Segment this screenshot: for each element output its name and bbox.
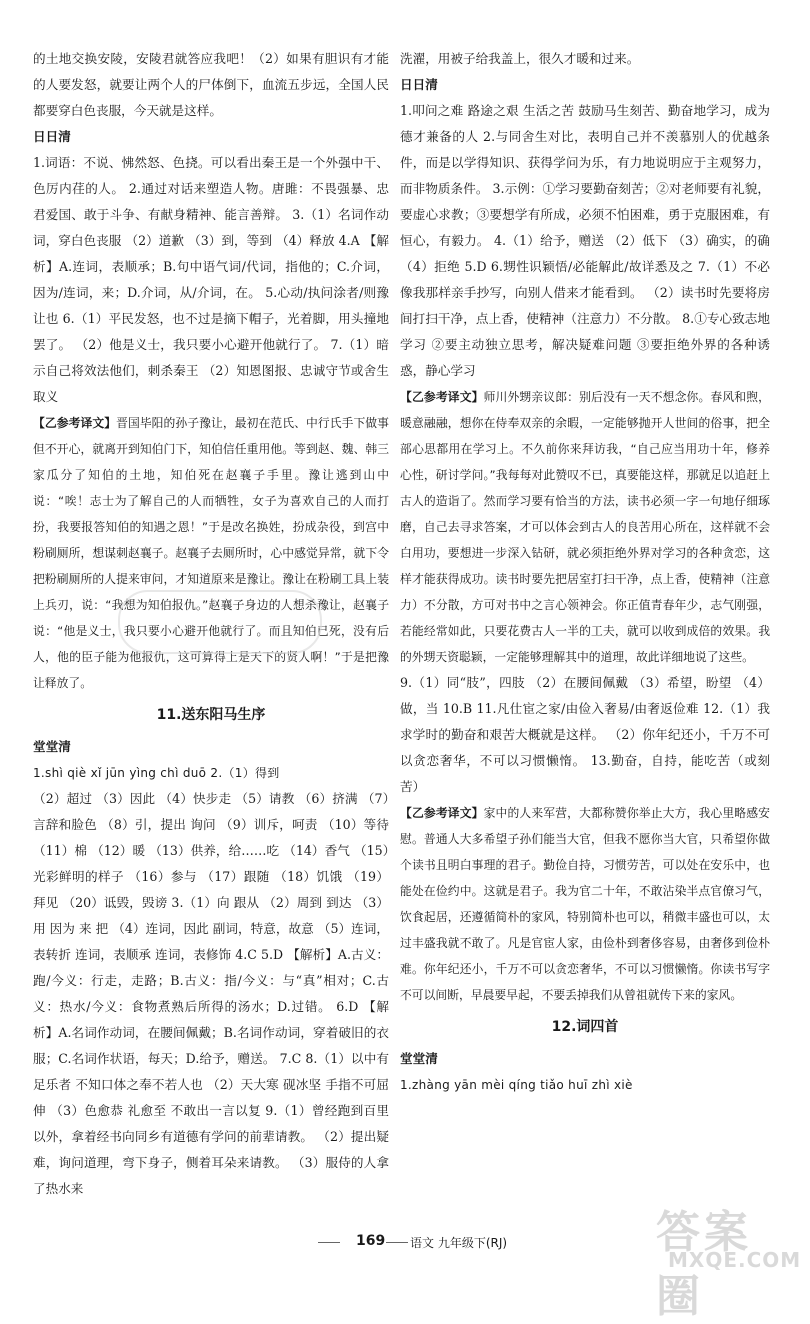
right-tang-heading: 堂堂清 [400,1051,438,1066]
footer-dash-left [318,1242,340,1243]
translation-text: 师川外甥亲议郎：别后没有一天不想念你。春风和煦，暖意融融，想你在侍奉双亲的余暇，一定能够抛开人世间的俗事，把全部心思都用在学习上。不久前你来拜访我，“自己应当用功十年，修养心性，研讨学问。”我每每对此赞叹不已，真要能这样，那就足以追赶上古人的造诣了。然而学习要有恰当的方法，读书必须一字一句地仔细琢磨，自己去寻求答案，才可以体会到古人的良苦用心所在，这样就不会白用功，要想进一步深入钻研，就必须拒绝外界对学习的各种贪恋，这样才能获得成功。读书时要先把居室打扫干净，点上香，使精神（注意力）不分散，方可对书中之言心领神会。你正值青春年少，志气刚强，若能经常如此，只要花费古人一半的工夫，就可以收到成倍的效果。我的外甥天资聪颖，一定能够理解其中的道理，故此详细地说了这些。 [400,390,770,664]
translation-text: 晋国毕阳的孙子豫让，最初在范氏、中行氏手下做事但不开心，就离开到知伯门下，知伯信任重用他。等到赵、魏、韩三家瓜分了知伯的土地，知伯死在赵襄子手里。豫让逃到山中说：“唉！志士为了解自己的人而牺牲，女子为喜欢自己的人而打扮，我要报答知伯的知遇之恩！”于是改名换姓，扮成杂役，到宫中粉刷厕所，想谋刺赵襄子。赵襄子去厕所时，心中感觉异常，就下令把粉刷厕所的人提来审问，才知道原来是豫让。豫让在粉刷工具上装上兵刃，说：“我想为知伯报仇。”赵襄子身边的人想杀豫让，赵襄子说：“他是义士，我只要小心避开他就行了。而且知伯已死，没有后人，他的臣子能为他报仇，这可算得上是天下的贤人啊！”于是把豫让释放了。 [33,416,389,690]
right-riri-answers-1: 1.叩问之难 路途之艰 生活之苦 鼓励马生刻苦、勤奋地学习，成为德才兼备的人 2.与同舍生对比，表明自己并不羡慕别人的优越条件，而是以学得知识、获得学问为乐，有力地说明应于主观努力，而非物质条件。 3.示例：①学习要勤奋刻苦；②对老师要有礼貌，要虚心求教；③要想学有所成，必须不怕困难，勇于克服困难，有恒心，有毅力。 4.（1）给予，赠送 （2）低下 （3）确实，的确 （4）拒绝 5.D 6.甥性识颖悟/必能解此/故详悉及之 7.（1）不必像我那样亲手抄写，向别人借来才能看到。 （2）读书时先要将房间打扫干净，点上香，使精神（注意力）不分散。 8.①专心致志地学习 ②要主动独立思考，解决疑难问题 ③要拒绝外界的各种诱惑，静心学习 [400,103,770,378]
right-riri-answers-2: 9.（1）同“肢”，四肢 （2）在腰间佩戴 （3）希望，盼望 （4）做，当 10.B 11.凡仕宦之家/由俭入奢易/由奢返俭难 12.（1）我求学时的勤奋和艰苦大概就是这样。 （2）你年纪还小，千万不可以贪恋奢华，不可以习惯懒惰。 13.勤奋，自持，能吃苦（或刻苦） [400,675,770,794]
center-watermark-stamp [118,590,322,654]
watermark-top: 答案圈 [656,1207,752,1322]
translation-tag: 【乙参考译文】 [33,416,117,430]
watermark-bottom: MXQE.COM [668,1248,802,1272]
left-tang-answers: （2）超过 （3）因此 （4）快步走 （5）请教 （6）挤满 （7）言辞和脸色 （8）引，提出 询问 （9）训斥，呵责 （10）等待 （11）棉 （12）暖 （13）供养，给……吃 （14）香气 （15）光彩鲜明的样子 （16）参与 （17）跟随 （18）饥饿 （19）拜见 （20）诋毁，毁谤 3.（1）向 跟从 （2）周到 到达 （3）用 因为 来 把 （4）连词，因此 副词，特意，故意 （5）连词，表转折 连词，表顺承 连词，表修饰 4.C 5.D 【解析】A.古义：跑/今义：行走，走路；B.古义：指/今义：与“真”相对；C.古义：热水/今义：食物煮熟后所得的汤水；D.过错。 6.D 【解析】A.名词作动词，在腰间佩戴；B.名词作动词，穿着破旧的衣服；C.名词作状语，每天；D.给予，赠送。 7.C 8.（1）以中有足乐者 不知口体之奉不若人也 （2）天大寒 砚冰坚 手指不可屈伸 （3）色愈恭 礼愈至 不敢出一言以复 9.（1）曾经跑到百里以外，拿着经书向同乡有道德有学问的前辈请教。 （2）提出疑难，询问道理，弯下身子，侧着耳朵来请教。 （3）服侍的人拿了热水来 [33,791,389,1196]
right-riri-heading: 日日清 [400,77,438,92]
footer-info: 语文 九年级下(RJ) [410,1236,508,1250]
translation-tag: 【乙参考译文】 [400,390,484,404]
left-riri-answers: 1.词语：不说、怫然怒、色挠。可以看出秦王是一个外强中干、色厉内荏的人。 2.通过对话来塑造人物。唐雎：不畏强暴、忠君爱国、敢于斗争、有献身精神、能言善辩。 3.（1）名词作动词，穿白色丧服 （2）道歉 （3）到，等到 （4）释放 4.A 【解析】A.连词，表顺承；B.句中语气词/代词，指他的；C.介词，因为/连词，来；D.介词，从/介词，在。 5.心动/执问涂者/则豫让也 6.（1）平民发怒，也不过是摘下帽子，光着脚，用头撞地罢了。 （2）他是义士，我只要小心避开他就行了。 7.（1）暗示自己将效法他们，刺杀秦王 （2）知恩图报、忠诚守节或舍生取义 [33,155,389,404]
left-intro: 的土地交换安陵，安陵君就答应我吧！（2）如果有胆识有才能的人要发怒，就要让两个人的尸体倒下，血流五步远，全国人民都要穿白色丧服，今天就是这样。 [33,51,389,118]
translation-text: 家中的人来军营，大都称赞你举止大方，我心里略感安慰。普通人大多希望子孙们能当大官，但我不愿你当大官，只希望你做个读书且明白事理的君子。勤俭自持，习惯劳苦，可以处在安乐中，也能处在俭约中。这就是君子。我为官二十年，不敢沾染半点官僚习气，饮食起居，还遵循简朴的家风，特别简朴也可以，稍微丰盛也可以，太过丰盛我就不敢了。凡是官宦人家，由俭朴到奢侈容易，由奢侈到俭朴难。你年纪还小，千万不可以贪恋奢华，不可以习惯懒惰。你读书写字不可以间断，早晨要早起，不要丢掉我们从曾祖就传下来的家风。 [400,806,770,1002]
right-translation-1 [400,384,770,670]
left-riri-heading: 日日清 [33,129,71,144]
watermark-logo [648,1196,802,1322]
left-tang-heading: 堂堂清 [33,739,71,754]
translation-tag: 【乙参考译文】 [400,806,484,820]
footer-dash-right [386,1242,408,1243]
right-column [400,46,770,1098]
left-pinyin-line: 1.shì qiè xǐ jūn yìng chì duō 2.（1）得到 [33,766,280,780]
section-title-12: 12.词四首 [551,1019,619,1035]
section-title-11: 11.送东阳马生序 [156,707,266,723]
right-translation-2 [400,800,770,1008]
page-number: 169 [356,1233,386,1249]
right-intro: 洗濯，用被子给我盖上，很久才暖和过来。 [400,51,640,66]
right-pinyin-line: 1.zhàng yān mèi qíng tiǎo huī zhì xiè [400,1078,633,1092]
